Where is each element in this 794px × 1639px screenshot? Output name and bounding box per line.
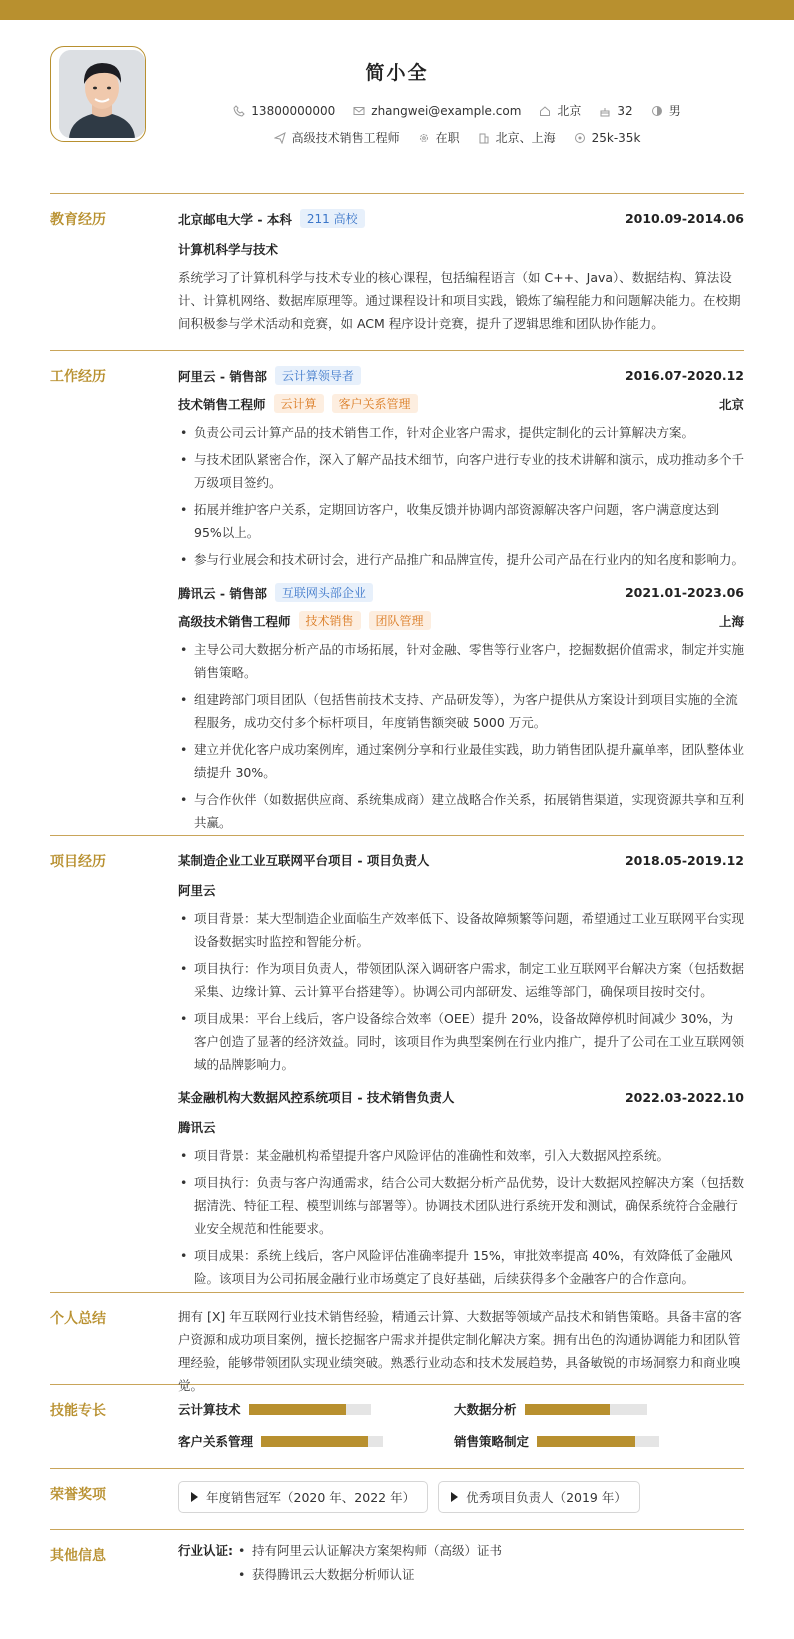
job-period: 2016.07-2020.12 [624,368,744,383]
role-head [178,394,744,413]
company-name: 阿里云 - 销售部 [178,368,267,384]
skill-tag: 客户关系管理 [332,394,418,413]
salary-item [574,129,641,146]
job-role: 高级技术销售工程师 [178,613,291,629]
summary-text: 拥有 [X] 年互联网行业技术销售经验，精通云计算、大数据等领域产品技术和销售策略。具备丰富的客户资源和成功项目案例，擅长挖掘客户需求并提供定制化解决方案。拥有出色的沟通协调能力和团队管理经验，能够带领团队实现业绩突破。熟悉行业动态和技术发展趋势，具备敏锐的市场洞察力和商业嗅觉。 [178,1309,742,1393]
cert-list [236,1539,744,1587]
project-bullets [178,1144,744,1290]
project-bullet: • 项目成果：平台上线后，客户设备综合效率（OEE）提升 20%，设备故障停机时间减少 30%，为客户创造了显著的经济效益。同时，该项目作为典型案例在行业内推广，提升了公司在工业互联网领域的品牌影响力。 [178,1007,744,1076]
education-desc: 系统学习了计算机科学与技术专业的核心课程，包括编程语言（如 C++、Java）、数据结构、算法设计、计算机网络、数据库原理等。通过课程设计和项目实践，锻炼了编程能力和问题解决能力。在校期间积极参与学术活动和竞赛，如 ACM 程序设计竞赛，提升了逻辑思维和团队协作能力。 [178,270,741,331]
job-entry [178,583,744,834]
major: 计算机科学与技术 [178,242,279,257]
cert-label: 行业认证: [178,1543,233,1558]
project-bullets [178,907,744,1076]
other-section [50,1529,744,1609]
candidate-name: 简小全 [365,62,429,84]
skill-bar-track [525,1404,647,1415]
job-bullets [178,421,744,571]
position-item [274,129,400,146]
play-icon [451,1492,458,1502]
status-item [418,129,460,146]
awards-section [50,1468,744,1529]
project-bullet: • 项目执行：负责与客户沟通需求，结合公司大数据分析产品优势，设计大数据风控解决方案（包括数据清洗、特征工程、模型训练与部署等）。协调技术团队进行系统开发和测试，确保系统符合金融行业安全规范和性能要求。 [178,1171,744,1240]
skill-tag: 技术销售 [299,611,361,630]
skill-name: 客户关系管理 [178,1434,254,1449]
target-city-item [478,129,556,146]
job-head-left [178,366,361,385]
project-name: 某制造企业工业互联网平台项目 - 项目负责人 [178,853,430,868]
job-entry [178,366,744,571]
job-role: 技术销售工程师 [178,396,266,412]
age-text: 32 [617,103,633,118]
status-text: 在职 [435,131,460,145]
cert-item: • 获得腾讯云大数据分析师认证 [236,1563,744,1587]
home-icon [539,105,551,117]
school-tag: 211 高校 [300,209,365,228]
salary-text: 25k-35k [591,130,641,145]
job-head-left [178,583,373,602]
section-title: 荣誉奖项 [50,1487,106,1503]
email-text: zhangwei@example.com [371,103,522,118]
mail-icon [353,105,365,117]
role-head-left [178,394,418,413]
section-title: 项目经历 [50,854,106,870]
section-title: 其他信息 [50,1548,106,1564]
city-item [539,102,581,119]
age-item [599,102,632,119]
resume-header [50,20,744,174]
phone-text: 13800000000 [251,103,336,118]
section-title: 技能专长 [50,1403,106,1419]
skill-item [454,1400,730,1418]
project-bullet: • 项目背景：某金融机构希望提升客户风险评估的准确性和效率，引入大数据风控系统。 [178,1144,744,1167]
award-item [438,1481,640,1513]
gear-icon [418,132,430,144]
job-bullet: • 主导公司大数据分析产品的市场拓展，针对金融、零售等行业客户，挖掘数据价值需求，制定并实施销售策略。 [178,638,744,684]
gender-icon [651,105,663,117]
cert-item: • 持有阿里云认证解决方案架构师（高级）证书 [236,1539,744,1563]
award-item [178,1481,428,1513]
skill-item [178,1400,454,1418]
school-name: 北京邮电大学 - 本科 [178,211,292,227]
summary-section [50,1292,744,1393]
skill-bar-fill [525,1404,610,1415]
company-tag: 云计算领导者 [275,366,361,385]
skill-bar-track [249,1404,371,1415]
education-head [178,209,744,228]
job-location: 上海 [718,613,744,629]
skills-grid [178,1400,744,1450]
job-head [178,583,744,602]
job-bullet: • 与技术团队紧密合作，深入了解产品技术细节，向客户进行专业的技术讲解和演示，成功推动多个千万级项目签约。 [178,448,744,494]
send-icon [274,132,286,144]
skill-name: 云计算技术 [178,1402,241,1417]
project-bullet: • 项目背景：某大型制造企业面临生产效率低下、设备故障频繁等问题，希望通过工业互联网平台实现设备数据实时监控和智能分析。 [178,907,744,953]
skill-name: 大数据分析 [454,1402,517,1417]
cake-icon [599,105,611,117]
project-org: 腾讯云 [178,1120,216,1135]
project-org: 阿里云 [178,883,216,898]
skills-section [50,1384,744,1468]
awards-list [178,1481,744,1513]
education-section [50,193,744,350]
project-section [50,835,744,1292]
skill-bar-fill [249,1404,347,1415]
job-period: 2021.01-2023.06 [624,585,744,600]
skill-tag: 云计算 [274,394,324,413]
skill-name: 销售策略制定 [454,1434,530,1449]
project-head [178,1088,744,1106]
job-bullet: • 参与行业展会和技术研讨会，进行产品推广和品牌宣传，提升公司产品在行业内的知名度和影响力。 [178,548,744,571]
position-text: 高级技术销售工程师 [291,131,400,145]
phone-item [233,102,335,119]
building-icon [478,132,490,144]
project-bullet: • 项目成果：系统上线后，客户风险评估准确率提升 15%，审批效率提高 40%，有效降低了金融风险。该项目为公司拓展金融行业市场奠定了良好基础，后续获得多个金融客户的合作意向。 [178,1244,744,1290]
job-bullet: • 拓展并维护客户关系，定期回访客户，收集反馈并协调内部资源解决客户问题，客户满意度达到 95%以上。 [178,498,744,544]
email-item [353,102,521,119]
skill-bar-fill [261,1436,368,1447]
city-text: 北京 [557,104,582,118]
gender-text: 男 [668,104,681,118]
coin-icon [574,132,586,144]
award-text: 年度销售冠军（2020 年、2022 年） [206,1490,416,1505]
company-tag: 互联网头部企业 [275,583,373,602]
job-bullet: • 组建跨部门项目团队（包括售前技术支持、产品研发等），为客户提供从方案设计到项目实施的全流程服务，成功交付多个标杆项目，年度销售额突破 5000 万元。 [178,688,744,734]
project-name: 某金融机构大数据风控系统项目 - 技术销售负责人 [178,1090,455,1105]
job-bullets [178,638,744,834]
play-icon [191,1492,198,1502]
section-title: 个人总结 [50,1311,106,1327]
skill-bar-track [261,1436,383,1447]
contact-row [250,102,681,119]
job-bullet: • 负责公司云计算产品的技术销售工作，针对企业客户需求，提供定制化的云计算解决方案。 [178,421,744,444]
project-bullet: • 项目执行：作为项目负责人，带领团队深入调研客户需求，制定工业互联网平台解决方案（包括数据采集、边缘计算、云计算平台搭建等）。协调公司内部研发、运维等部门，确保项目按时交付。 [178,957,744,1003]
target-city-text: 北京、上海 [495,131,556,145]
role-head [178,611,744,630]
phone-icon [233,105,245,117]
project-entry [178,1088,744,1290]
job-location: 北京 [718,396,744,412]
gender-item [651,102,681,119]
cert-row [178,1539,744,1587]
project-entry [178,851,744,1076]
project-head [178,851,744,869]
top-accent-bar [0,0,794,20]
job-bullet: • 与合作伙伴（如数据供应商、系统集成商）建立战略合作关系，拓展销售渠道，实现资源共享和互利共赢。 [178,788,744,834]
job-head [178,366,744,385]
skill-bar-fill [537,1436,635,1447]
education-period: 2010.09-2014.06 [624,211,744,226]
role-head-left [178,611,431,630]
project-period: 2022.03-2022.10 [624,1089,744,1105]
work-section [50,350,744,835]
skill-bar-track [537,1436,659,1447]
skill-tag: 团队管理 [369,611,431,630]
job-bullet: • 建立并优化客户成功案例库，通过案例分享和行业最佳实践，助力销售团队提升赢单率，团队整体业绩提升 30%。 [178,738,744,784]
section-title: 教育经历 [50,212,106,228]
job-intent-row [250,129,664,146]
award-text: 优秀项目负责人（2019 年） [466,1490,627,1505]
project-period: 2018.05-2019.12 [624,852,744,868]
skill-item [454,1432,730,1450]
company-name: 腾讯云 - 销售部 [178,585,267,601]
skill-item [178,1432,454,1450]
section-title: 工作经历 [50,369,106,385]
